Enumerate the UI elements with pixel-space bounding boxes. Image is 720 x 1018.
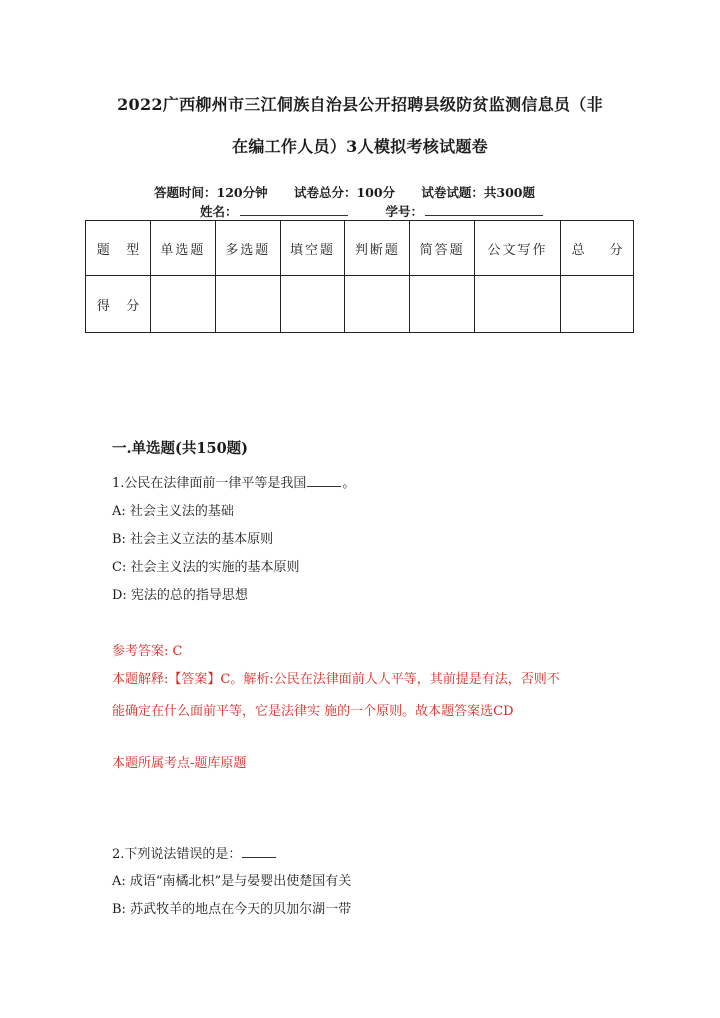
- option: D: 宪法的总的指导思想: [112, 588, 248, 603]
- option: B: 社会主义立法的基本原则: [112, 532, 274, 547]
- header-cell: 公文写作: [475, 221, 561, 276]
- header-label: 题 型: [96, 242, 140, 258]
- score-cell[interactable]: [475, 276, 561, 333]
- header-cell: 填空题: [280, 221, 345, 276]
- name-blank[interactable]: [240, 203, 348, 216]
- student-info-row: [200, 202, 547, 220]
- score-cell[interactable]: [215, 276, 280, 333]
- header-cell-total: [561, 221, 634, 276]
- option: C: 社会主义法的实施的基本原则: [112, 560, 300, 575]
- header-cell: 判断题: [345, 221, 410, 276]
- exam-info-row: [154, 183, 557, 201]
- name-label: 姓名：: [200, 204, 238, 219]
- row-label-cell: [86, 276, 151, 333]
- explanation-line: 本题解释:【答案】C。解析:公民在法律面前人人平等，其前提是有法，否则不: [112, 672, 560, 687]
- score-cell[interactable]: [345, 276, 410, 333]
- exam-title-line-1: 2022广西柳州市三江侗族自治县公开招聘县级防贫监测信息员（非: [117, 95, 603, 114]
- question-stem: [112, 472, 355, 491]
- score-table-score-row: [86, 276, 634, 333]
- exam-time: 答题时间：120分钟: [154, 185, 268, 200]
- answer-blank: [242, 846, 276, 858]
- score-cell[interactable]: [410, 276, 475, 333]
- score-cell[interactable]: [280, 276, 345, 333]
- score-cell[interactable]: [151, 276, 216, 333]
- section-title: 一.单选题(共150题): [112, 440, 249, 457]
- score-table: [85, 220, 634, 333]
- header-cell: 简答题: [410, 221, 475, 276]
- option: A: 成语“南橘北枳”是与晏婴出使楚国有关: [112, 874, 352, 889]
- question-stem: [112, 843, 277, 862]
- question-text-end: 。: [342, 476, 356, 491]
- answer-blank: [307, 475, 341, 487]
- question-source: 本题所属考点-题库原题: [112, 756, 247, 771]
- question-text: 1.公民在法律面前一律平等是我国: [112, 476, 307, 491]
- exam-title-line-2: 在编工作人员）3人模拟考核试题卷: [232, 137, 488, 156]
- row-label: 得 分: [96, 298, 140, 314]
- header-cell: 多选题: [215, 221, 280, 276]
- header-label-cell: [86, 221, 151, 276]
- option: A: 社会主义法的基础: [112, 504, 234, 519]
- id-blank[interactable]: [425, 203, 543, 216]
- exam-total-score: 试卷总分：100分: [293, 185, 396, 200]
- score-table-header-row: [86, 221, 634, 276]
- header-cell: 单选题: [151, 221, 216, 276]
- explanation-line: 能确定在什么面前平等，它是法律实 施的一个原则。故本题答案选CD: [112, 704, 514, 719]
- reference-answer: 参考答案: C: [112, 644, 183, 659]
- id-label: 学号：: [385, 204, 424, 219]
- header-total-label: 总 分: [571, 242, 623, 258]
- exam-total-questions: 试卷试题：共300题: [421, 185, 535, 200]
- score-cell[interactable]: [561, 276, 634, 333]
- option: B: 苏武牧羊的地点在今天的贝加尔湖一带: [112, 902, 352, 917]
- question-text: 2.下列说法错误的是：: [112, 847, 242, 862]
